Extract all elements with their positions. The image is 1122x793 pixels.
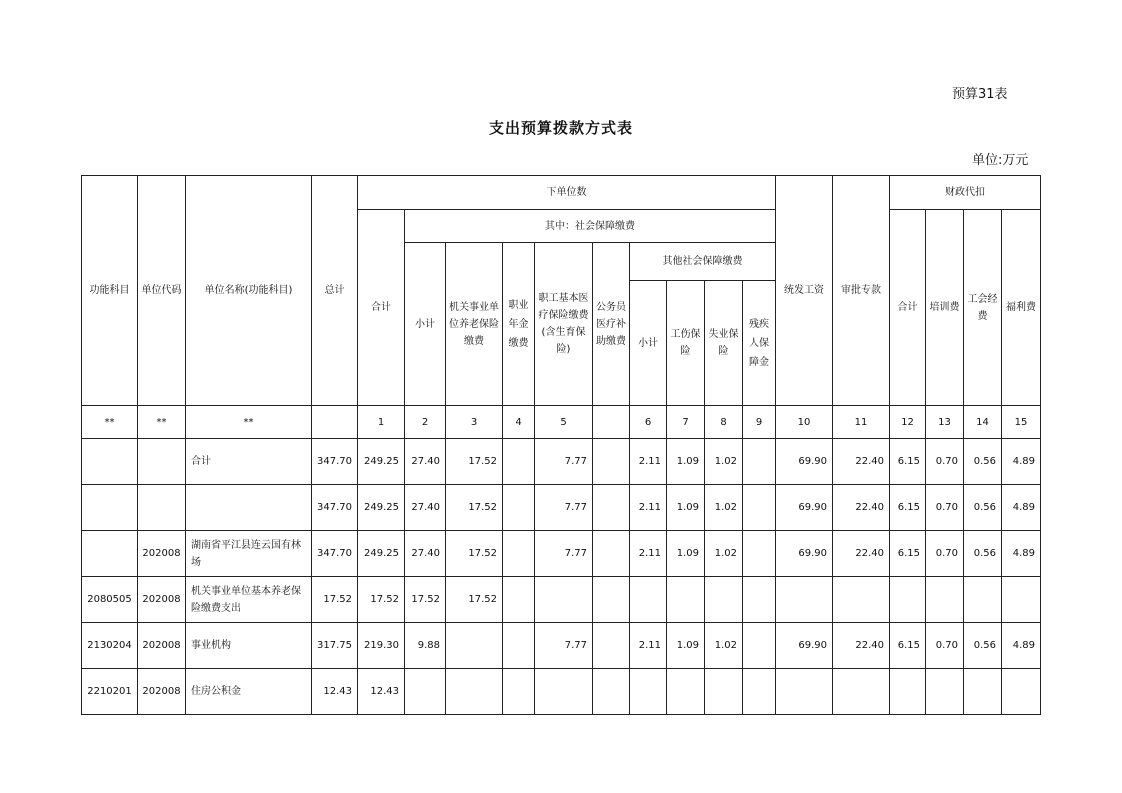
table-cell: 0.70: [926, 623, 964, 669]
table-cell: [405, 669, 446, 715]
table-cell: [964, 577, 1002, 623]
header-welfare: 福利费: [1002, 210, 1041, 406]
table-cell: [890, 669, 926, 715]
index-cell: 11: [833, 406, 890, 439]
header-pension: 机关事业单位养老保险缴费: [446, 243, 503, 406]
table-cell: [138, 439, 186, 485]
header-medical: 职工基本医疗保险缴费(含生育保险): [535, 243, 593, 406]
table-cell: [667, 669, 705, 715]
header-unit-name: 单位名称(功能科目): [186, 176, 312, 406]
header-work-injury: 工伤保险: [667, 281, 705, 406]
table-cell: [743, 439, 776, 485]
index-cell: [593, 406, 630, 439]
table-cell: 202008: [138, 577, 186, 623]
budget-table: [81, 175, 1041, 715]
index-cell: 2: [405, 406, 446, 439]
index-cell: 8: [705, 406, 743, 439]
header-salary-unified: 统发工资: [776, 176, 833, 406]
unit-label: 单位:万元: [972, 153, 1029, 168]
table-cell: 12.43: [312, 669, 358, 715]
table-row: [82, 439, 1041, 485]
table-cell: 0.70: [926, 485, 964, 531]
table-cell: [82, 531, 138, 577]
header-unemployment: 失业保险: [705, 281, 743, 406]
table-cell: 69.90: [776, 439, 833, 485]
table-cell: 合计: [186, 439, 312, 485]
table-cell: 69.90: [776, 623, 833, 669]
table-cell: 27.40: [405, 439, 446, 485]
table-cell: 6.15: [890, 439, 926, 485]
table-cell: [743, 623, 776, 669]
header-row-1: [82, 176, 1041, 210]
table-cell: 347.70: [312, 485, 358, 531]
index-cell: [312, 406, 358, 439]
index-cell: 10: [776, 406, 833, 439]
table-cell: 22.40: [833, 439, 890, 485]
table-cell: [705, 577, 743, 623]
table-cell: 1.02: [705, 485, 743, 531]
index-cell: **: [138, 406, 186, 439]
header-fiscal-deduction: 财政代扣: [890, 176, 1041, 210]
index-cell: 3: [446, 406, 503, 439]
table-cell: [630, 669, 667, 715]
table-cell: 0.70: [926, 531, 964, 577]
table-cell: [593, 485, 630, 531]
index-cell: 4: [503, 406, 535, 439]
table-cell: [743, 485, 776, 531]
table-cell: 6.15: [890, 485, 926, 531]
table-cell: [926, 577, 964, 623]
table-cell: [667, 577, 705, 623]
table-cell: 0.56: [964, 439, 1002, 485]
table-cell: 0.56: [964, 485, 1002, 531]
table-cell: 7.77: [535, 439, 593, 485]
table-cell: [593, 577, 630, 623]
table-cell: [743, 577, 776, 623]
table-cell: 17.52: [446, 531, 503, 577]
table-cell: 1.02: [705, 439, 743, 485]
table-cell: [593, 439, 630, 485]
table-cell: 202008: [138, 669, 186, 715]
table-cell: [503, 439, 535, 485]
table-cell: [503, 531, 535, 577]
table-cell: [593, 623, 630, 669]
header-civil-servant-medical: 公务员医疗补助缴费: [593, 243, 630, 406]
table-cell: [630, 577, 667, 623]
table-cell: [82, 439, 138, 485]
header-union: 工会经费: [964, 210, 1002, 406]
table-row: [82, 485, 1041, 531]
data-rows: [82, 439, 1041, 715]
table-cell: [446, 623, 503, 669]
table-cell: [82, 485, 138, 531]
table-cell: 0.56: [964, 531, 1002, 577]
table-cell: 17.52: [405, 577, 446, 623]
index-cell: 5: [535, 406, 593, 439]
table-cell: 347.70: [312, 531, 358, 577]
table-cell: [138, 485, 186, 531]
table-cell: 4.89: [1002, 439, 1041, 485]
table-cell: 2.11: [630, 439, 667, 485]
table-cell: 219.30: [358, 623, 405, 669]
header-func-subject: 功能科目: [82, 176, 138, 406]
index-cell: 15: [1002, 406, 1041, 439]
index-cell: **: [186, 406, 312, 439]
header-disability: 残疾人保障金: [743, 281, 776, 406]
form-number: 预算31表: [952, 87, 1008, 102]
table-cell: 1.09: [667, 623, 705, 669]
table-cell: 4.89: [1002, 623, 1041, 669]
table-cell: 17.52: [446, 577, 503, 623]
table-cell: 317.75: [312, 623, 358, 669]
table-cell: 0.70: [926, 439, 964, 485]
table-cell: 69.90: [776, 531, 833, 577]
table-cell: 22.40: [833, 531, 890, 577]
header-lower-unit-amount: 下单位数: [358, 176, 776, 210]
table-cell: [743, 669, 776, 715]
table-cell: 2210201: [82, 669, 138, 715]
index-cell: **: [82, 406, 138, 439]
index-row: [82, 406, 1041, 439]
table-cell: [593, 669, 630, 715]
table-cell: 机关事业单位基本养老保险缴费支出: [186, 577, 312, 623]
table-cell: 4.89: [1002, 531, 1041, 577]
table-cell: [705, 669, 743, 715]
table-cell: 2130204: [82, 623, 138, 669]
header-occupational-annuity: 职业年金缴费: [503, 243, 535, 406]
table-cell: 22.40: [833, 623, 890, 669]
table-cell: [186, 485, 312, 531]
table-cell: 22.40: [833, 485, 890, 531]
index-cell: 7: [667, 406, 705, 439]
header-social-security: 其中：社会保障缴费: [405, 210, 776, 243]
table-cell: 湖南省平江县连云国有林场: [186, 531, 312, 577]
table-cell: [776, 669, 833, 715]
table-cell: 17.52: [446, 439, 503, 485]
table-cell: [833, 577, 890, 623]
header-other-social-security: 其他社会保障缴费: [630, 243, 776, 281]
table-cell: 6.15: [890, 531, 926, 577]
table-cell: 1.09: [667, 485, 705, 531]
table-cell: [535, 577, 593, 623]
table-row: [82, 623, 1041, 669]
table-cell: [1002, 577, 1041, 623]
header-training: 培训费: [926, 210, 964, 406]
table-cell: [503, 669, 535, 715]
table-cell: 347.70: [312, 439, 358, 485]
header-other-subtotal: 小计: [630, 281, 667, 406]
table-cell: [890, 577, 926, 623]
table-cell: [776, 577, 833, 623]
table-cell: 1.09: [667, 531, 705, 577]
header-unit-code: 单位代码: [138, 176, 186, 406]
header-approved-special: 审批专款: [833, 176, 890, 406]
table-cell: 69.90: [776, 485, 833, 531]
table-cell: [535, 669, 593, 715]
table-cell: [1002, 669, 1041, 715]
header-subtotal: 小计: [405, 243, 446, 406]
table-cell: [503, 577, 535, 623]
table-cell: 7.77: [535, 531, 593, 577]
header-sum: 合计: [358, 210, 405, 406]
table-cell: 249.25: [358, 439, 405, 485]
table-cell: 27.40: [405, 531, 446, 577]
index-cell: 1: [358, 406, 405, 439]
table-cell: 12.43: [358, 669, 405, 715]
table-cell: 7.77: [535, 485, 593, 531]
table-cell: 4.89: [1002, 485, 1041, 531]
table-cell: 9.88: [405, 623, 446, 669]
table-cell: [964, 669, 1002, 715]
table-cell: 2.11: [630, 531, 667, 577]
header-fd-sum: 合计: [890, 210, 926, 406]
table-cell: 事业机构: [186, 623, 312, 669]
table-cell: 1.02: [705, 623, 743, 669]
index-cell: 6: [630, 406, 667, 439]
table-cell: 2.11: [630, 623, 667, 669]
table-cell: 249.25: [358, 531, 405, 577]
table-cell: 17.52: [358, 577, 405, 623]
table-cell: 249.25: [358, 485, 405, 531]
table-cell: 202008: [138, 531, 186, 577]
table-cell: [593, 531, 630, 577]
index-cell: 14: [964, 406, 1002, 439]
table-cell: 住房公积金: [186, 669, 312, 715]
table-cell: 17.52: [312, 577, 358, 623]
table-cell: [503, 485, 535, 531]
table-cell: 2080505: [82, 577, 138, 623]
table-cell: 202008: [138, 623, 186, 669]
header-total: 总计: [312, 176, 358, 406]
document-title: 支出预算拨款方式表: [488, 119, 633, 137]
table-cell: 1.02: [705, 531, 743, 577]
table-cell: 17.52: [446, 485, 503, 531]
index-cell: 13: [926, 406, 964, 439]
table-cell: 7.77: [535, 623, 593, 669]
table-row: [82, 577, 1041, 623]
table-cell: 27.40: [405, 485, 446, 531]
table-row: [82, 669, 1041, 715]
table-cell: 2.11: [630, 485, 667, 531]
table-cell: 1.09: [667, 439, 705, 485]
table-cell: [446, 669, 503, 715]
table-cell: [833, 669, 890, 715]
table-cell: [503, 623, 535, 669]
table-row: [82, 531, 1041, 577]
table-cell: 6.15: [890, 623, 926, 669]
index-cell: 9: [743, 406, 776, 439]
table-cell: [926, 669, 964, 715]
index-cell: 12: [890, 406, 926, 439]
table-cell: 0.56: [964, 623, 1002, 669]
table-cell: [743, 531, 776, 577]
